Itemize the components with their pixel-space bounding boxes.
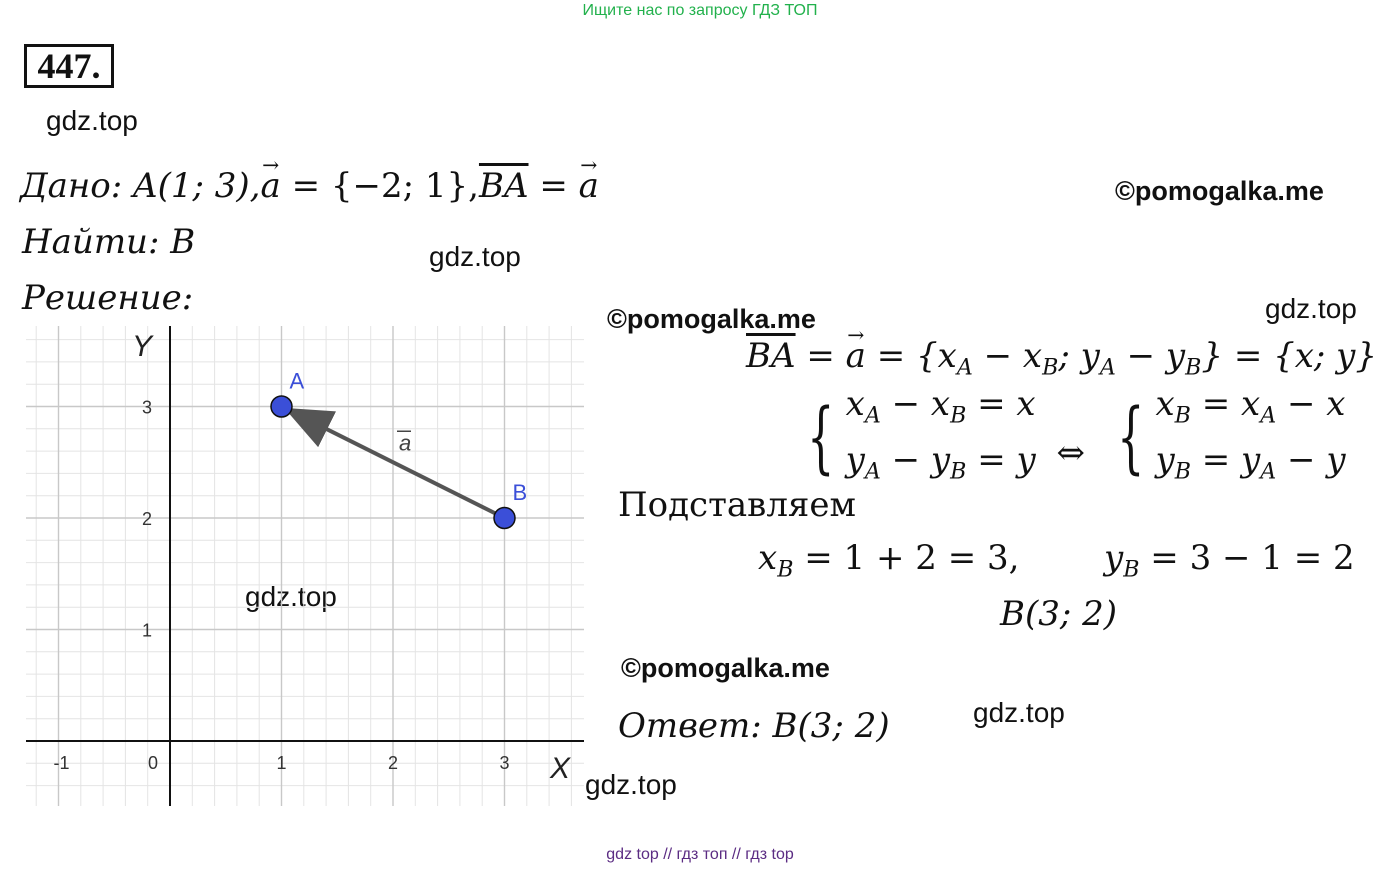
top-banner: Ищите нас по запросу ГДЗ ТОП <box>582 2 818 19</box>
system-row: $y_B = y_A - y$ <box>1155 439 1346 485</box>
watermark-pomogalka: ©pomogalka.me <box>1115 176 1324 206</box>
find-value: : B <box>147 222 196 262</box>
x-tick-label: 0 <box>148 753 159 773</box>
vector-label: a <box>399 430 412 456</box>
find-line <box>22 222 195 262</box>
equivalence-symbol: ⇔ <box>1056 432 1086 473</box>
watermark-pomogalka: ©pomogalka.me <box>607 304 816 334</box>
y-tick-label: 3 <box>142 397 153 418</box>
subscript: A <box>1099 354 1116 381</box>
system-row: $x_A - x_B = x$ <box>845 384 1036 429</box>
answer-value: B(3; 2) <box>772 706 890 746</box>
x-tick-label: 3 <box>499 753 510 773</box>
system-left <box>796 382 1036 493</box>
given-point-a: A(1; 3), <box>133 166 261 206</box>
point-a <box>271 396 292 417</box>
watermark-gdz: gdz.top <box>1265 293 1357 324</box>
yb-equation: $y_B = 3 - 1 = 2$ <box>1104 538 1355 583</box>
x-tick-label: 2 <box>388 753 399 773</box>
watermark-gdz: gdz.top <box>46 105 138 136</box>
given-line <box>20 166 599 206</box>
substitute-label: Подставляем <box>618 485 856 525</box>
given-vector-value: = {−2; 1}, <box>291 166 479 206</box>
find-label: Найти <box>22 222 148 262</box>
axes <box>26 326 584 806</box>
vector-ba-arrow <box>291 411 504 518</box>
vector-ba-symbol: $\overline{BA}$ <box>478 166 529 206</box>
result-point: B(3; 2) <box>1000 594 1118 634</box>
system-row: $y_A - y_B = y$ <box>845 439 1036 485</box>
answer-label: Ответ: <box>618 706 762 746</box>
system-row: $x_B = x_A - x$ <box>1155 384 1346 429</box>
xb-equation: $x_B = 1 + 2 = 3$, <box>758 538 1020 583</box>
y-tick-label: 2 <box>142 509 153 529</box>
point-b <box>494 508 515 529</box>
vector-ba-symbol: $\overline{BA}$ <box>746 336 796 376</box>
answer-line <box>618 706 890 746</box>
vector-a-symbol: → a <box>579 166 599 206</box>
vector-a-symbol: → a <box>260 166 280 206</box>
equals-sign: = <box>795 336 846 376</box>
footer-links: gdz top // гдз топ // гдз top <box>606 846 794 863</box>
left-brace: { <box>1116 392 1145 483</box>
watermark-gdz: gdz.top <box>429 241 521 272</box>
problem-number: 447. <box>24 44 114 88</box>
subscript: B <box>1042 354 1059 381</box>
equation-system <box>796 382 1346 493</box>
derivation-line-1 <box>746 336 1377 381</box>
left-brace: { <box>807 392 835 483</box>
x-tick-label: -1 <box>53 753 70 773</box>
point-label-b: B <box>512 480 528 505</box>
expr-part: } = {x; y} <box>1201 336 1378 376</box>
watermark-gdz: gdz.top <box>245 581 337 612</box>
y-axis-label: Y <box>132 330 153 363</box>
vector-a-symbol: → a <box>846 336 866 376</box>
grid-major <box>26 326 584 806</box>
plot-marks <box>271 369 527 529</box>
y-tick-label: 1 <box>142 620 153 641</box>
watermark-gdz: gdz.top <box>585 769 677 800</box>
expr-part: − y <box>1115 336 1186 376</box>
coordinate-graph <box>22 326 588 808</box>
watermark-gdz: gdz.top <box>973 697 1065 728</box>
point-label-a: A <box>289 368 305 394</box>
given-ba-equals: = <box>539 166 579 206</box>
subscript: B <box>1185 354 1202 381</box>
solution-label: Решение: <box>22 278 194 318</box>
watermark-pomogalka: ©pomogalka.me <box>621 653 830 683</box>
given-label: Дано: <box>20 166 123 206</box>
subscript: A <box>956 354 973 381</box>
system-right <box>1106 382 1346 493</box>
grid-minor <box>26 326 584 806</box>
x-tick-label: 1 <box>276 753 287 773</box>
expr-part: ; y <box>1058 336 1100 376</box>
expr-part: − x <box>972 336 1043 376</box>
expr-part: = {x <box>865 336 957 376</box>
x-axis-label: X <box>550 752 571 785</box>
